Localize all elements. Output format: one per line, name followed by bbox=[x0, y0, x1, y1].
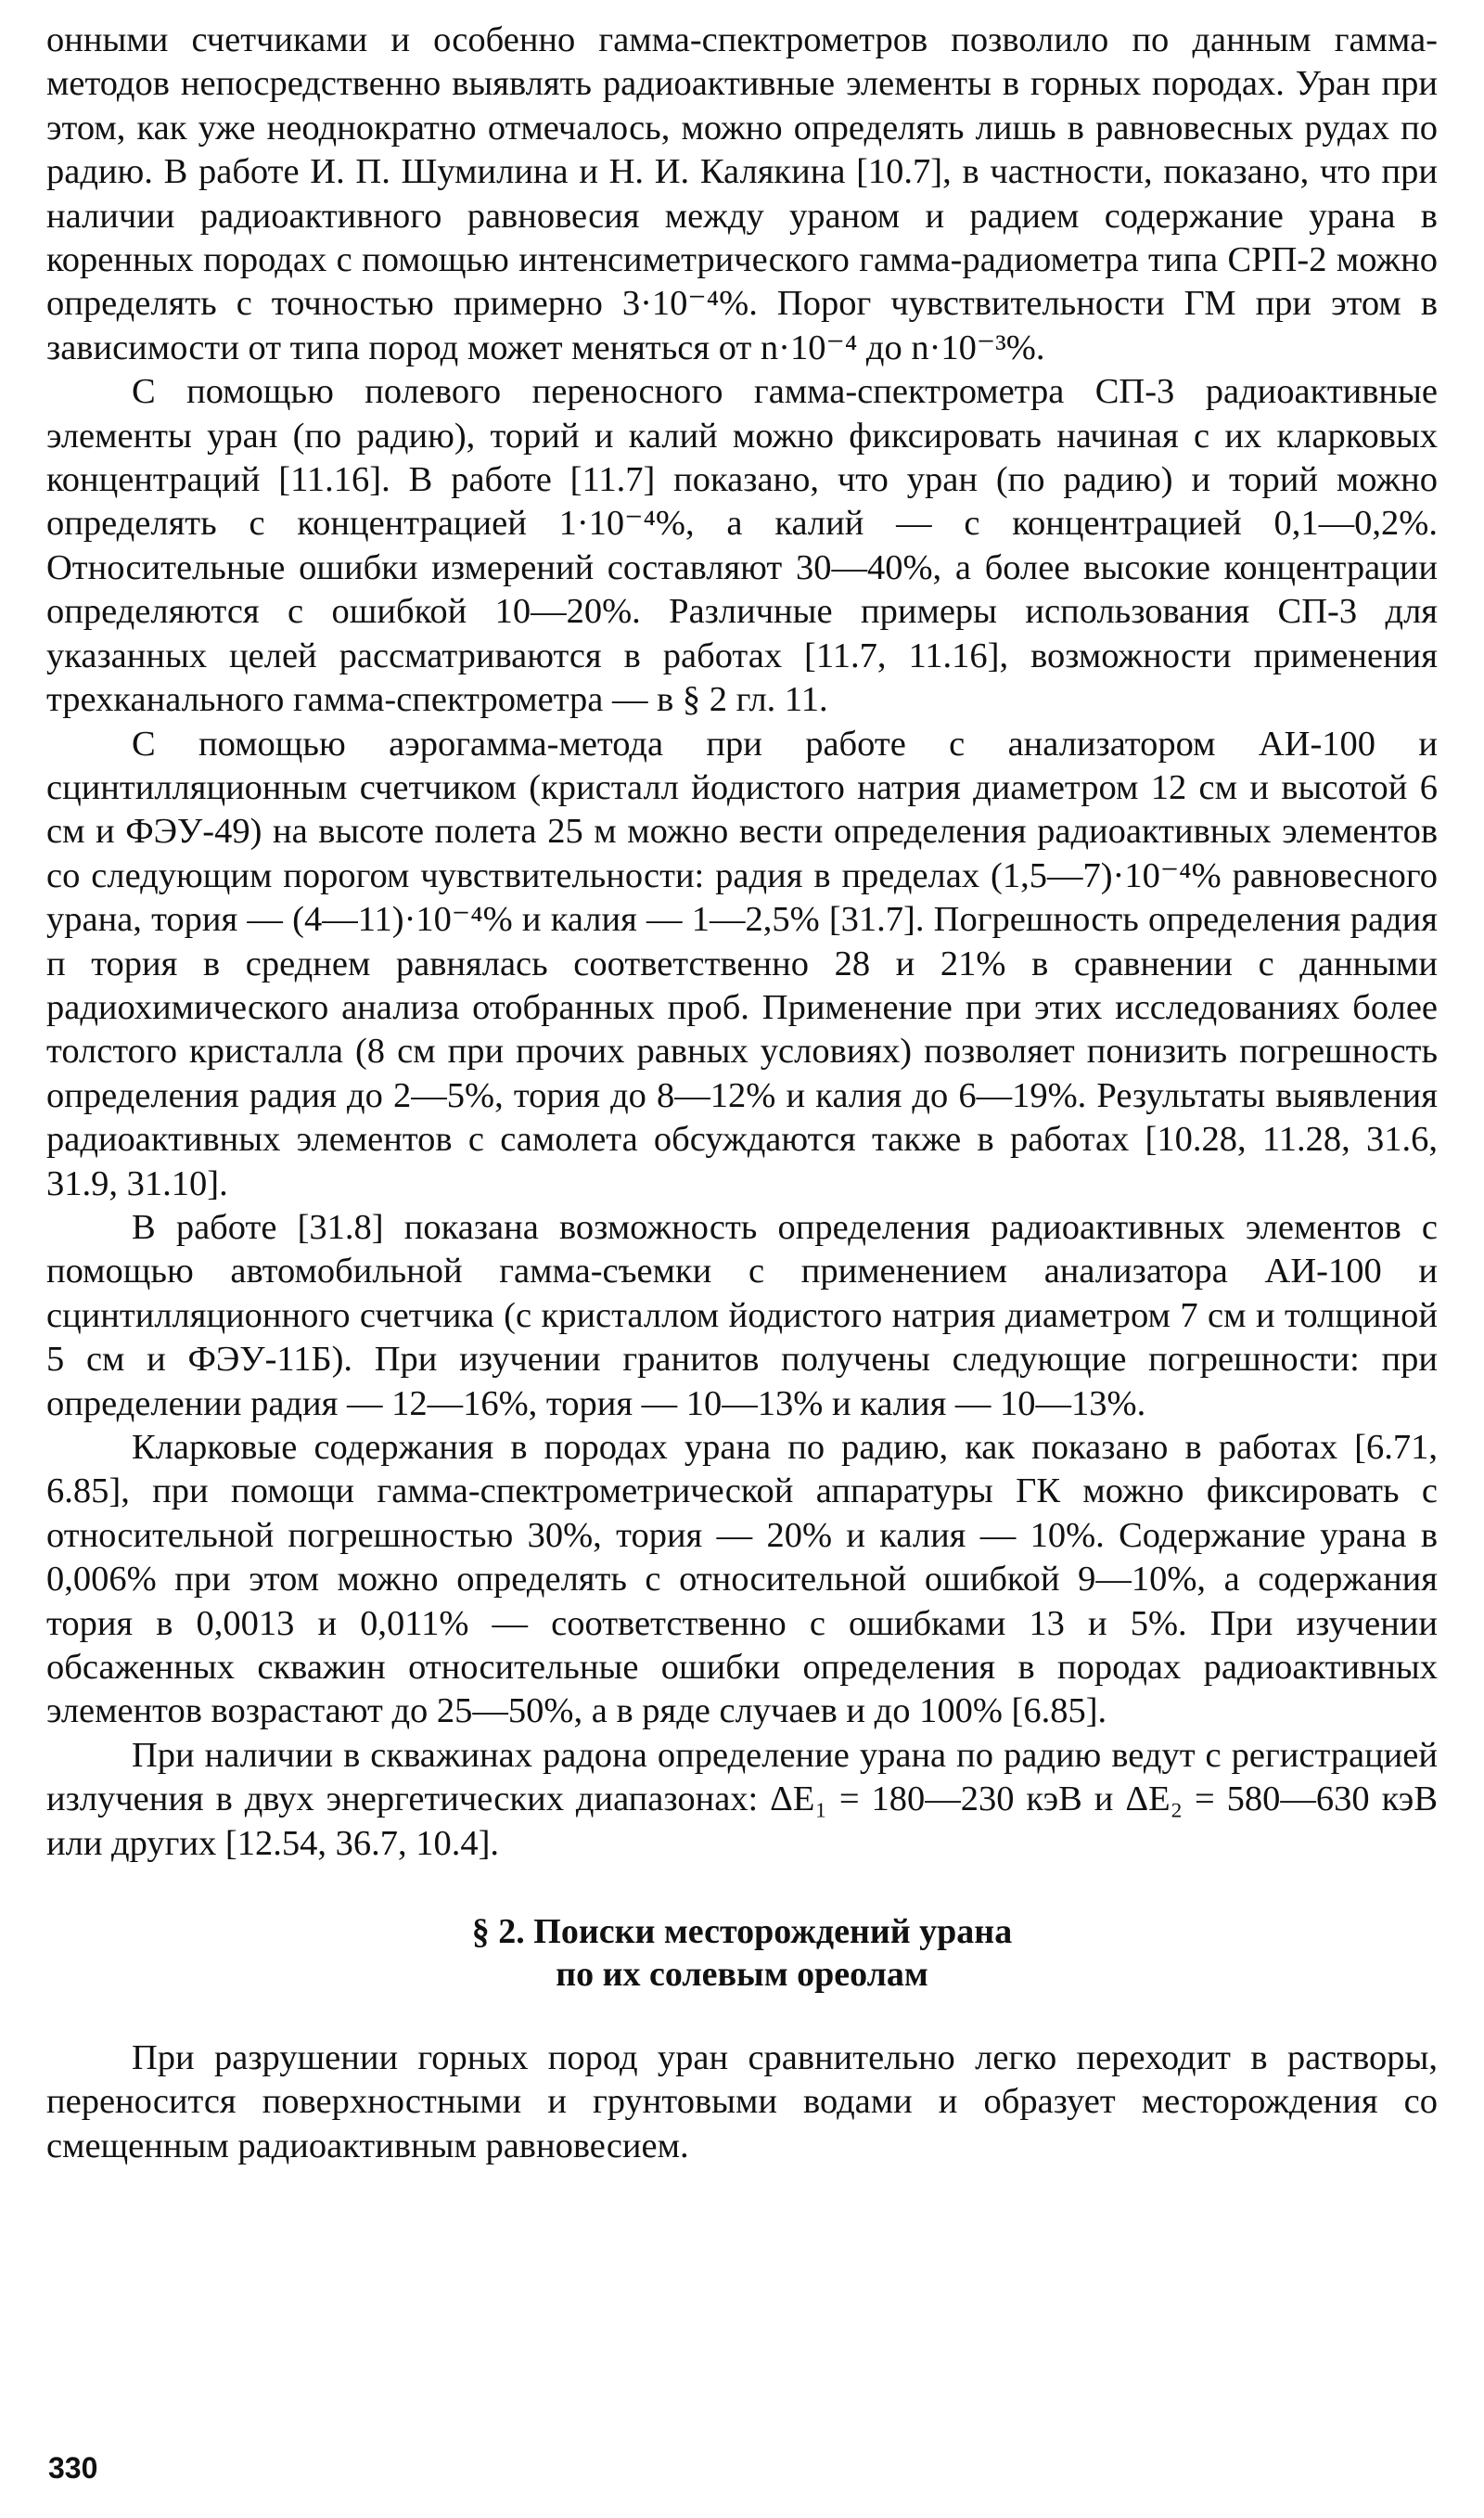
section-heading-line: § 2. Поиски месторождений урана bbox=[471, 1912, 1013, 1952]
page-number: 330 bbox=[48, 2451, 98, 2485]
paragraph: В работе [31.8] показана возможность определения радиоактивных элементов с помощью автомобильной гамма-съемки с применением анализатора АИ-100 и сцинтилляционного счетчика (с кристаллом йодистого натрия диаметром 7 см и толщиной 5 см и ФЭУ-11Б). При изучении гранитов получены следующие погрешности: при определении радия — 12—16%, тория — 10—13% и калия — 10—13%. bbox=[46, 1207, 1438, 1423]
section-heading-line: по их солевым ореолам bbox=[556, 1955, 928, 1995]
section-heading bbox=[46, 1910, 1438, 1996]
paragraph: С помощью аэрогамма-метода при работе с анализатором АИ-100 и сцинтилляционным счетчиком (кристалл йодистого натрия диаметром 12 см и высотой 6 см и ФЭУ-49) на высоте полета 25 м можно вести определения радиоактивных элементов со следующим порогом чувствительности: радия в пределах (1,5—7)·10⁻⁴% равновесного урана, тория — (4—11)·10⁻⁴% и калия — 1—2,5% [31.7]. Погрешность определения радия п тория в среднем равнялась соответственно 28 и 21% в сравнении с данными радиохимического анализа отобранных проб. Применение при этих исследованиях более толстого кристалла (8 см при прочих равных условиях) позволяет понизить погрешность определения радия до 2—5%, тория до 8—12% и калия до 6—19%. Результаты выявления радиоактивных элементов с самолета обсуждаются также в работах [10.28, 11.28, 31.6, 31.9, 31.10]. bbox=[46, 724, 1438, 1203]
paragraph: При наличии в скважинах радона определение урана по радию ведут с регистрацией излучения в двух энергетических диапазонах: ΔE₁ = 180—230 кэВ и ΔE₂ = 580—630 кэВ или других [12.54, 36.7, 10.4]. bbox=[46, 1735, 1438, 1863]
paragraph: Кларковые содержания в породах урана по радию, как показано в работах [6.71, 6.85], при помощи гамма-спектрометрической аппаратуры ГК можно фиксировать с относительной погрешностью 30%, тория — 20% и калия — 10%. Содержание урана в 0,006% при этом можно определять с относительной ошибкой 9—10%, а содержания тория в 0,0013 и 0,011% — соответственно с ошибками 13 и 5%. При изучении обсаженных скважин относительные ошибки определения в породах радиоактивных элементов возрастают до 25—50%, а в ряде случаев и до 100% [6.85]. bbox=[46, 1428, 1438, 1731]
section-paragraph: При разрушении горных пород уран сравнительно легко переходит в растворы, переносится поверхностными и грунтовыми водами и образует месторождения со смещенным радиоактивным равновесием. bbox=[46, 2038, 1438, 2165]
paragraph: онными счетчиками и особенно гамма-спектрометров позволило по данным гамма-методов непосредственно выявлять радиоактивные элементы в горных породах. Уран при этом, как уже неоднократно отмечалось, можно определять лишь в равновесных рудах по радию. В работе И. П. Шумилина и Н. И. Калякина [10.7], в частности, показано, что при наличии радиоактивного равновесия между ураном и радием содержание урана в коренных породах с помощью интенсиметрического гамма-радиометра типа СРП-2 можно определять с точностью примерно 3·10⁻⁴%. Порог чувствительности ГМ при этом в зависимости от типа пород может меняться от n·10⁻⁴ до n·10⁻³%. bbox=[46, 20, 1438, 367]
paragraph: С помощью полевого переносного гамма-спектрометра СП-3 радиоактивные элементы уран (по радию), торий и калий можно фиксировать начиная с их кларковых концентраций [11.16]. В работе [11.7] показано, что уран (по радию) и торий можно определять с концентрацией 1·10⁻⁴%, а калий — с концентрацией 0,1—0,2%. Относительные ошибки измерений составляют 30—40%, а более высокие концентрации определяются с ошибкой 10—20%. Различные примеры использования СП-3 для указанных целей рассматриваются в работах [11.7, 11.16], возможности применения трехканального гамма-спектрометра — в § 2 гл. 11. bbox=[46, 372, 1438, 720]
